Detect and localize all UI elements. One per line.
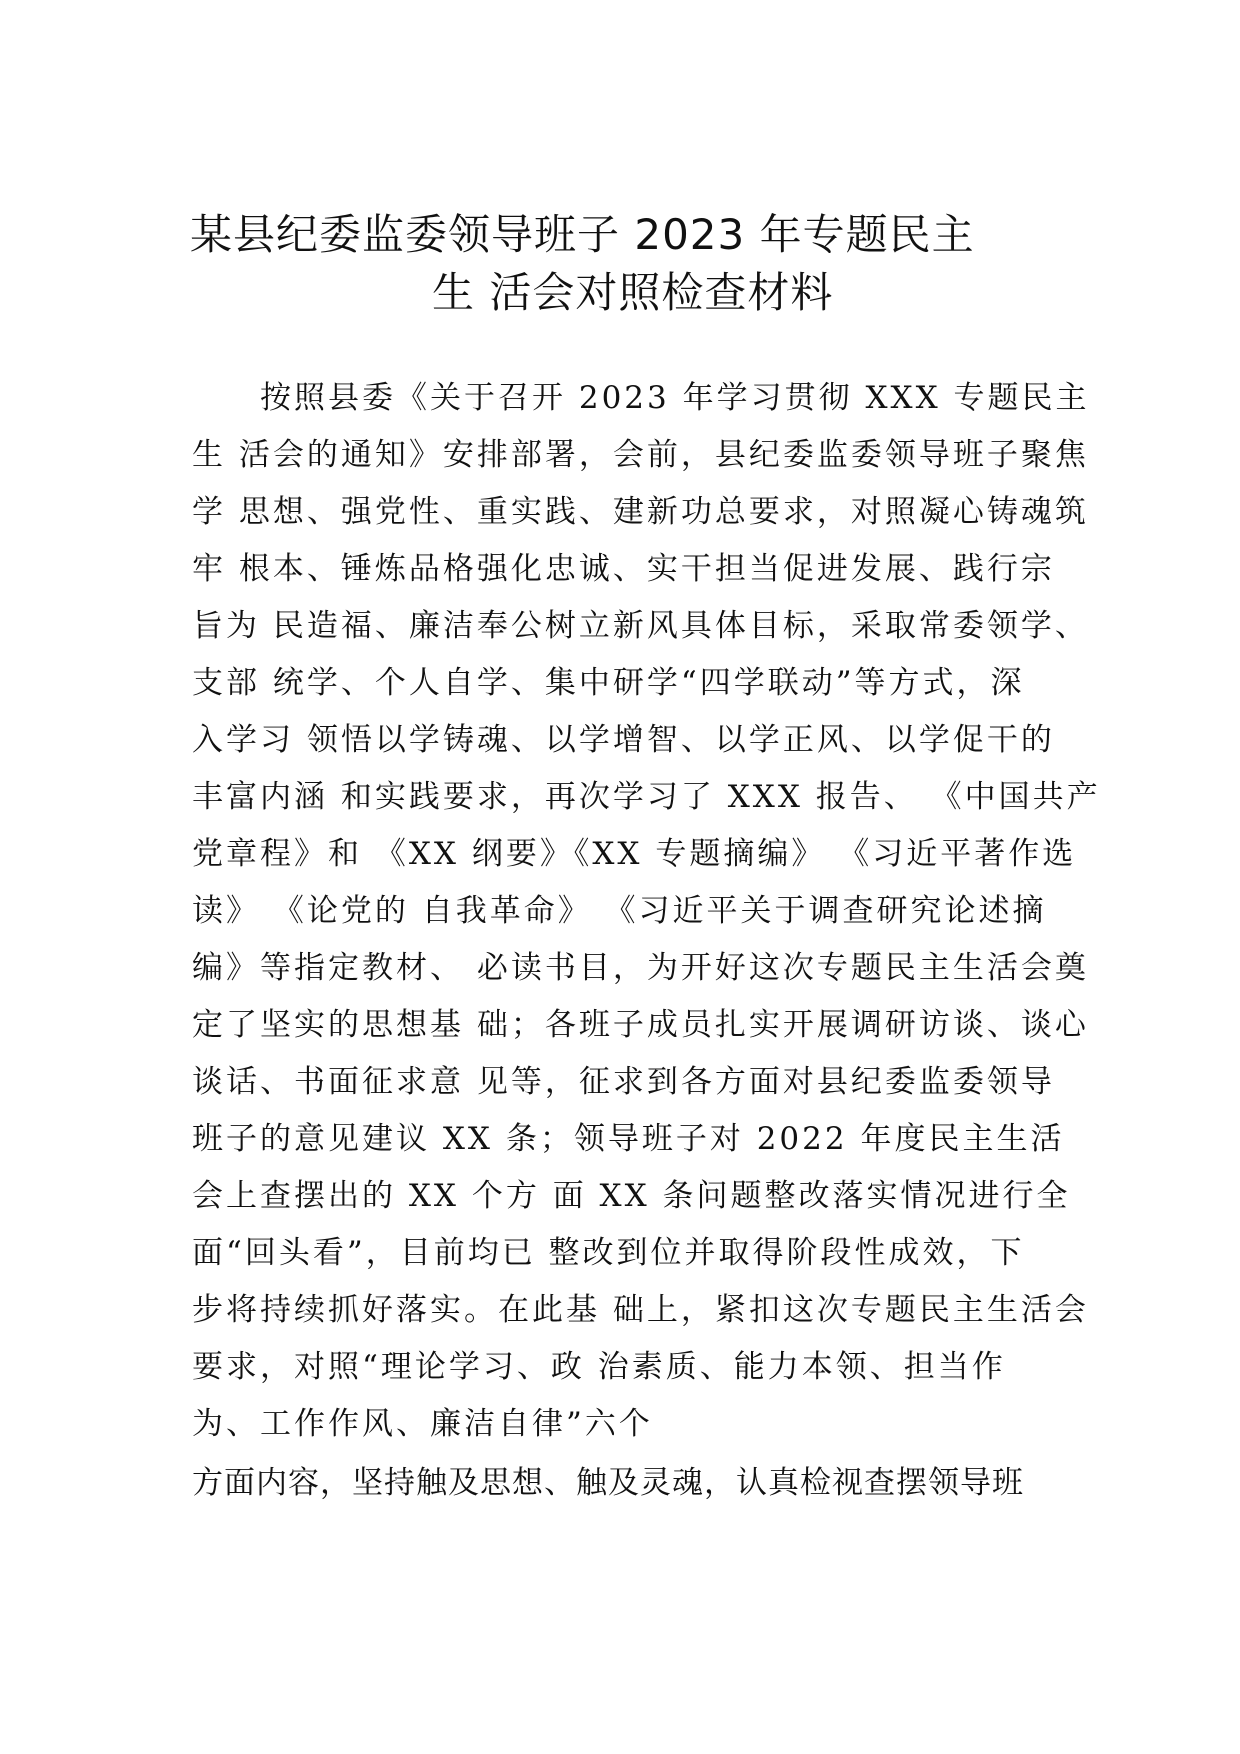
body-line-15: 会上查摆出的 XX 个方 面 XX 条问题整改落实情况进行全 <box>192 1178 1071 1214</box>
body-line-7: 入学习 领悟以学铸魂、以学增智、以学正风、以学促干的 <box>192 722 1055 758</box>
body-line-8: 丰富内涵 和实践要求，再次学习了 XXX 报告、 《中国共产 <box>192 779 1101 815</box>
body-line-11: 编》等指定教材、 必读书目，为开好这次专题民主生活会奠 <box>192 950 1089 986</box>
body-line-14: 班子的意见建议 XX 条；领导班子对 2022 年度民主生活 <box>192 1121 1065 1157</box>
body-line-13: 谈话、书面征求意 见等，征求到各方面对县纪委监委领导 <box>192 1064 1055 1100</box>
body-line-4: 牢 根本、锤炼品格强化忠诚、实干担当促进发展、践行宗 <box>192 551 1055 587</box>
body-line-12: 定了坚实的思想基 础；各班子成员扎实开展调研访谈、谈心 <box>192 1007 1089 1043</box>
document-title <box>140 206 1040 322</box>
body-line-16: 面“回头看”，目前均已 整改到位并取得阶段性成效，下 <box>192 1235 1025 1271</box>
body-line-9: 党章程》和 《XX 纲要》《XX 专题摘编》 《习近平著作选 <box>192 836 1077 872</box>
title-line-1: 某县纪委监委领导班子 2023 年专题民主 <box>190 210 975 259</box>
body-line-5: 旨为 民造福、廉洁奉公树立新风具体目标，采取常委领学、 <box>192 608 1089 644</box>
body-paragraph <box>192 370 1101 1512</box>
body-line-18: 要求，对照“理论学习、政 治素质、能力本领、担当作 <box>192 1349 1006 1385</box>
body-line-19: 为、工作作风、廉洁自律”六个 <box>192 1406 653 1442</box>
body-line-10: 读》 《论党的 自我革命》 《习近平关于调查研究论述摘 <box>192 893 1047 929</box>
body-line-2: 生 活会的通知》安排部署，会前，县纪委监委领导班子聚焦 <box>192 437 1089 473</box>
body-line-3: 学 思想、强党性、重实践、建新功总要求，对照凝心铸魂筑 <box>192 494 1089 530</box>
body-line-6: 支部 统学、个人自学、集中研学“四学联动”等方式，深 <box>192 665 1025 701</box>
body-line-17: 步将持续抓好落实。在此基 础上，紧扣这次专题民主生活会 <box>192 1292 1089 1328</box>
body-line-1: 按照县委《关于召开 2023 年学习贯彻 XXX 专题民主 <box>260 380 1090 416</box>
title-line-2: 生 活会对照检查材料 <box>432 268 834 317</box>
body-line-20: 方面内容，坚持触及思想、触及灵魂，认真检视查摆领导班 <box>192 1465 1024 1501</box>
